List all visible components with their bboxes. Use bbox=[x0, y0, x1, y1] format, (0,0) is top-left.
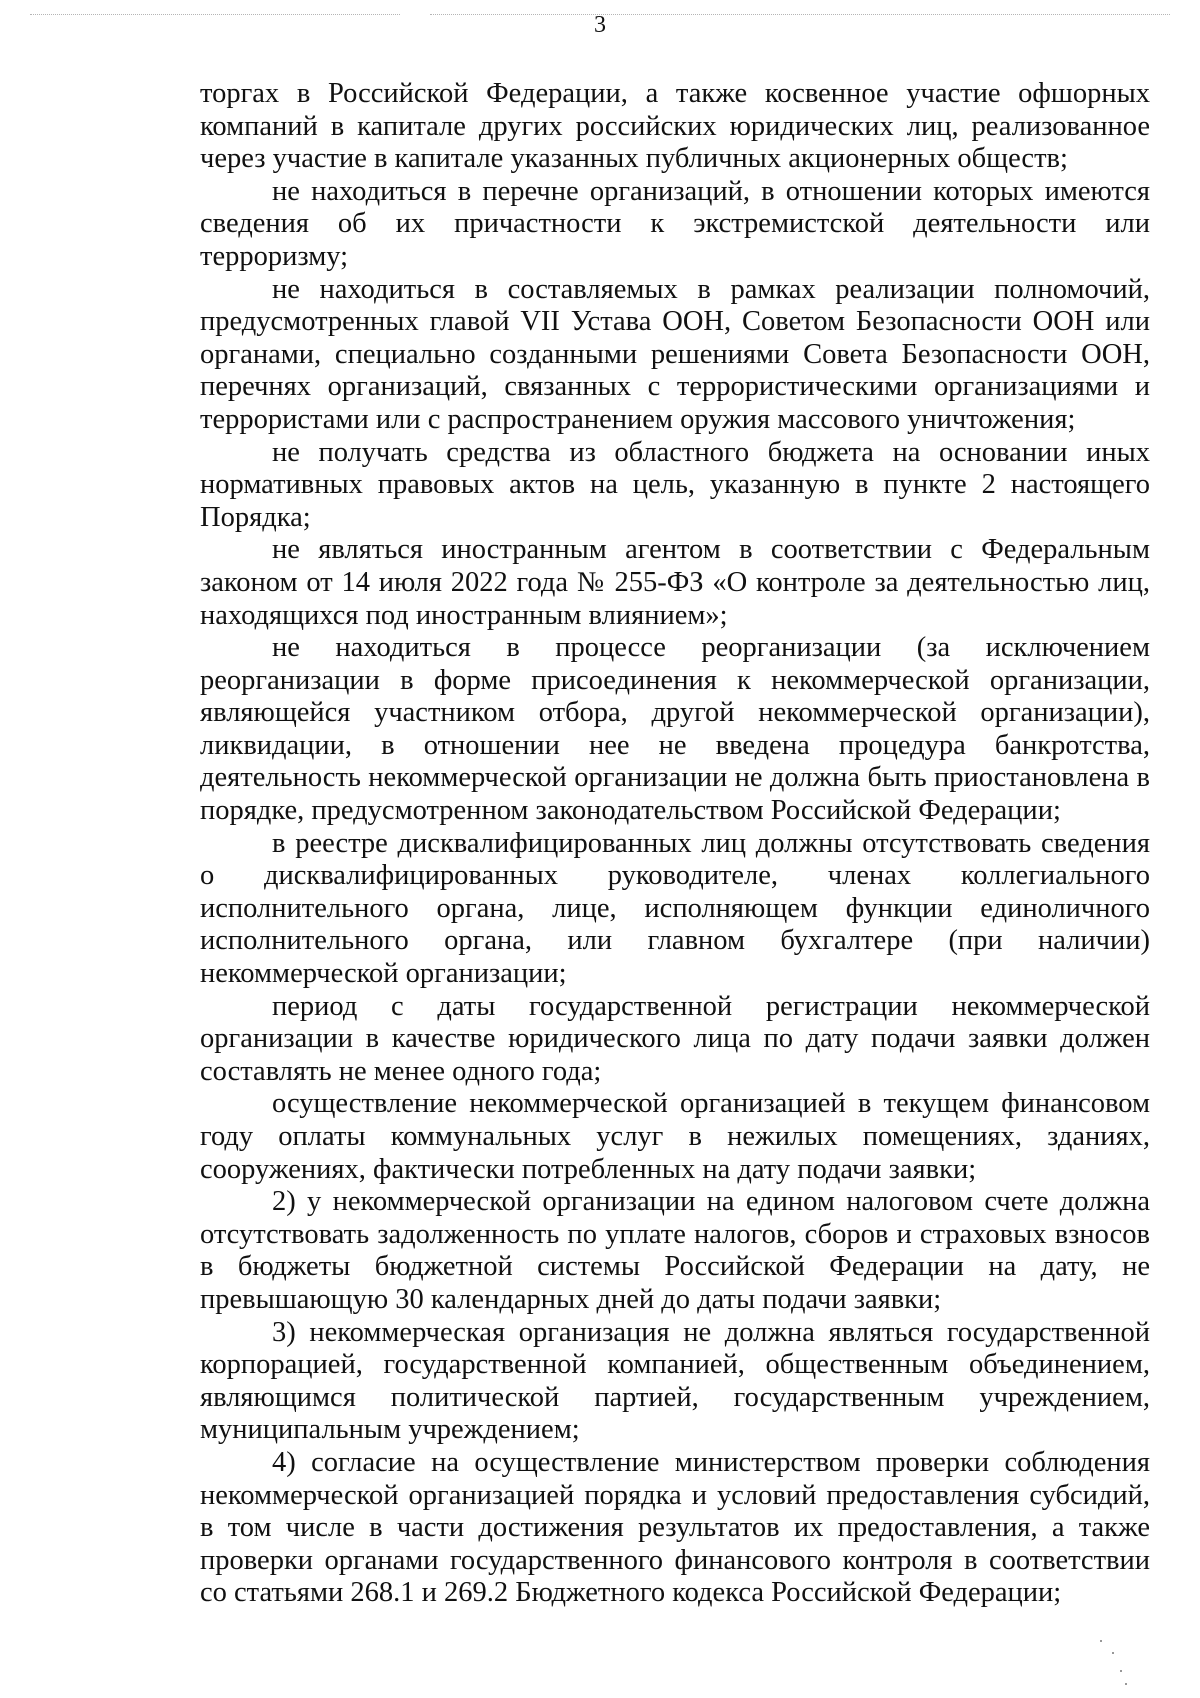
paragraph-item-2-tax-debt: 2) у некоммерческой организации на едином налоговом счете должна отсутствовать задолженность по уплате налогов, сборов и страховых взносов в бюджеты бюджетной системы Российской Федерации на дату, не превышающую 30 календарных дней до даты подачи заявки; bbox=[200, 1186, 1150, 1315]
scan-speck bbox=[1125, 1683, 1127, 1685]
paragraph-disqualified-persons: в реестре дисквалифицированных лиц должны отсутствовать сведения о дисквалифицированных руководителе, членах коллегиального исполнительного органа, лице, исполняющем функции единоличного исполнительного органа, или главном бухгалтере (при наличии) некоммерческой организации; bbox=[200, 827, 1150, 990]
paragraph-continuation: торгах в Российской Федерации, а также косвенное участие офшорных компаний в капитале других российских юридических лиц, реализованное через участие в капитале указанных публичных акционерных обществ; bbox=[200, 78, 1150, 175]
paragraph-un-lists: не находиться в составляемых в рамках реализации полномочий, предусмотренных главой VII Устава ООН, Советом Безопасности ООН или органами, специально созданными решениями Совета Безопасности ООН, перечнях организаций, связанных с террористическими организациями и террористами или с распространением оружия массового уничтожения; bbox=[200, 273, 1150, 435]
paragraph-reorganization: не находиться в процессе реорганизации (за исключением реорганизации в форме присоединения к некоммерческой организации, являющейся участником отбора, другой некоммерческой организации), ликвидации, в отношении нее не введена процедура банкротства, деятельность некоммерческой организации не должна быть приостановлена в порядке, предусмотренном законодательством Российской Федерации; bbox=[200, 632, 1150, 827]
paragraph-foreign-agent: не являться иностранным агентом в соответствии с Федеральным законом от 14 июля 2022 года № 255-ФЗ «О контроле за деятельностью лиц, находящихся под иностранным влиянием»; bbox=[200, 534, 1150, 631]
paragraph-extremism-list: не находиться в перечне организаций, в отношении которых имеются сведения об их причастности к экстремистской деятельности или терроризму; bbox=[200, 175, 1150, 272]
paragraph-item-3-status: 3) некоммерческая организация не должна являться государственной корпорацией, государственной компанией, общественным объединением, являющимся политической партией, государственным учреждением, муниципальным учреждением; bbox=[200, 1316, 1150, 1446]
document-body bbox=[200, 78, 1150, 1610]
paragraph-regional-budget: не получать средства из областного бюджета на основании иных нормативных правовых актов на цель, указанную в пункте 2 настоящего Порядка; bbox=[200, 436, 1150, 533]
paragraph-utility-payments: осуществление некоммерческой организацией в текущем финансовом году оплаты коммунальных услуг в нежилых помещениях, зданиях, сооружениях, фактически потребленных на дату подачи заявки; bbox=[200, 1088, 1150, 1185]
scan-speck bbox=[1112, 1652, 1114, 1654]
page-number: 3 bbox=[594, 12, 606, 38]
scan-speck bbox=[1100, 1640, 1102, 1642]
scan-speck bbox=[1120, 1670, 1122, 1672]
paragraph-registration-period: период с даты государственной регистрации некоммерческой организации в качестве юридического лица по дату подачи заявки должен составлять не менее одного года; bbox=[200, 990, 1150, 1087]
paragraph-item-4-consent: 4) согласие на осуществление министерством проверки соблюдения некоммерческой организацией порядка и условий предоставления субсидий, в том числе в части достижения результатов их предоставления, а также проверки органами государственного финансового контроля в соответствии со статьями 268.1 и 269.2 Бюджетного кодекса Российской Федерации; bbox=[200, 1446, 1150, 1609]
